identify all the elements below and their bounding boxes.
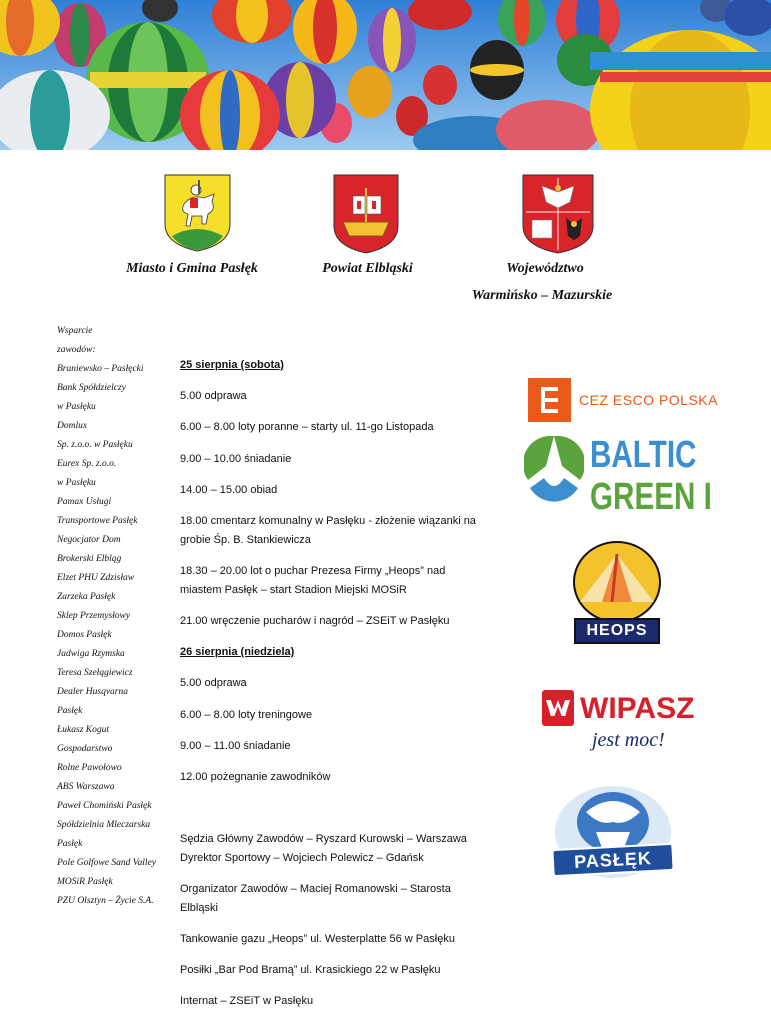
sponsor-line: w Pasłęku xyxy=(57,478,96,488)
info-line: Internat – ZSEiT w Pasłęku xyxy=(180,995,314,1007)
sponsor-line: Pamax Usługi xyxy=(57,497,112,507)
schedule-item: 5.00 odprawa xyxy=(180,677,247,689)
schedule-item: miastem Pasłęk – start Stadion Miejski MOSiR xyxy=(180,584,407,596)
sponsor-line: Zarzeka Pasłęk xyxy=(57,592,116,602)
sponsor-line: Sklep Przemysłowy xyxy=(57,611,131,621)
sponsor-line: w Pasłęku xyxy=(57,402,96,412)
sponsor-line: Domlux xyxy=(57,421,88,431)
sponsor-line: Dealer Husqvarna xyxy=(57,687,128,697)
sponsor-line: Pasłęk xyxy=(57,839,83,849)
schedule-item: 6.00 – 8.00 loty treningowe xyxy=(180,709,313,721)
hero-balloon-banner xyxy=(0,0,771,150)
day-heading-sunday: 26 sierpnia (niedziela) xyxy=(180,646,295,658)
schedule-item: 9.00 – 10.00 śniadanie xyxy=(180,453,292,465)
sponsor-line: Jadwiga Rzymska xyxy=(57,649,125,659)
schedule-item: 14.00 – 15.00 obiad xyxy=(180,484,278,496)
schedule-item: 9.00 – 11.00 śniadanie xyxy=(180,740,291,752)
info-line: Elbląski xyxy=(180,902,218,914)
sponsor-line: Bank Spółdzielczy xyxy=(57,383,126,393)
info-line: Sędzia Główny Zawodów – Ryszard Kurowski – Warszawa xyxy=(180,833,467,845)
baltic-logo-text-1: BALTIC xyxy=(590,434,697,476)
sponsors-heading: Wsparcie xyxy=(57,326,93,336)
info-line: Tankowanie gazu „Heops” ul. Westerplatte 56 w Pasłęku xyxy=(180,933,455,945)
paslek-logo-text: PASŁĘK xyxy=(573,847,653,873)
crest-region xyxy=(522,174,594,254)
paslek-logo xyxy=(546,782,680,884)
schedule-item: 18.00 cmentarz komunalny w Pasłęku - złożenie wiązanki na xyxy=(180,515,476,527)
sponsor-line: Pasłęk xyxy=(57,706,83,716)
baltic-icon xyxy=(524,434,584,524)
sponsor-line: Gospodarstwo xyxy=(57,744,113,754)
sponsor-line: Paweł Chomiński Pasłęk xyxy=(57,801,152,811)
crest-region-label-2: Warmińsko – Mazurskie xyxy=(471,288,613,303)
sponsor-line: Transportowe Pasłęk xyxy=(57,516,138,526)
baltic-green-logo xyxy=(524,434,712,524)
sponsor-line: Negocjator Dom xyxy=(57,535,121,545)
wipasz-icon xyxy=(542,690,574,726)
sponsor-line: Brokerski Elbląg xyxy=(57,554,122,564)
sponsor-line: PZU Olsztyn – Życie S.A. xyxy=(57,896,154,906)
info-line: Dyrektor Sportowy – Wojciech Polewicz – Gdańsk xyxy=(180,852,424,864)
crest-region-label-1: Województwo xyxy=(506,261,584,276)
sponsor-line: Rolne Pawołowo xyxy=(57,763,122,773)
crest-county xyxy=(333,174,399,254)
sponsor-line: Domos Pasłęk xyxy=(57,630,112,640)
schedule-item: grobie Śp. B. Stankiewicza xyxy=(180,534,311,546)
schedule-item: 12.00 pożegnanie zawodników xyxy=(180,771,331,783)
heops-logo-banner xyxy=(574,618,660,644)
sponsor-line: Sp. z.o.o. w Pasłęku xyxy=(57,440,133,450)
sponsor-line: Elzet PHU Zdzisław xyxy=(57,573,135,583)
schedule-item: 5.00 odprawa xyxy=(180,390,247,402)
sponsor-line: Teresa Szełągiewicz xyxy=(57,668,133,678)
info-line: Posiłki „Bar Pod Bramą” ul. Krasickiego 22 w Pasłęku xyxy=(180,964,441,976)
sponsor-line: Braniewsko – Pasłęcki xyxy=(57,364,144,374)
sponsor-line: MOSiR Pasłęk xyxy=(57,877,113,887)
heops-logo xyxy=(572,540,662,646)
info-line: Organizator Zawodów – Maciej Romanowski – Starosta xyxy=(180,883,451,895)
sponsors-list xyxy=(57,322,177,911)
cez-esco-logo xyxy=(528,378,718,424)
wipasz-logo-slogan: jest moc! xyxy=(592,729,665,751)
sponsor-line: Eurex Sp. z.o.o. xyxy=(57,459,117,469)
crest-city-label: Miasto i Gmina Pasłęk xyxy=(126,261,258,276)
sponsors-heading: zawodów: xyxy=(57,345,96,355)
sponsor-line: Spółdzielnia Mleczarska xyxy=(57,820,151,830)
cez-logo-text: CEZ ESCO POLSKA xyxy=(579,392,718,408)
heops-logo-text: HEOPS xyxy=(586,622,648,639)
sponsor-line: Łukasz Kogut xyxy=(57,725,109,735)
schedule-item: 21.00 wręczenie pucharów i nagród – ZSEiT w Pasłęku xyxy=(180,615,450,627)
wipasz-logo xyxy=(540,688,700,762)
wipasz-logo-text: WIPASZ xyxy=(580,692,695,725)
cez-icon xyxy=(528,378,571,422)
schedule-item: 18.30 – 20.00 lot o puchar Prezesa Firmy „Heops” nad xyxy=(180,565,446,577)
crest-county-label: Powiat Elbląski xyxy=(322,261,413,276)
day-heading-saturday: 25 sierpnia (sobota) xyxy=(180,359,284,371)
schedule-item: 6.00 – 8.00 loty poranne – starty ul. 11-go Listopada xyxy=(180,421,434,433)
crest-city xyxy=(164,174,231,252)
sponsor-line: ABS Warszawa xyxy=(57,782,115,792)
sponsor-line: Pole Golfowe Sand Valley xyxy=(57,858,156,868)
baltic-logo-text-2: GREEN I xyxy=(590,476,712,518)
